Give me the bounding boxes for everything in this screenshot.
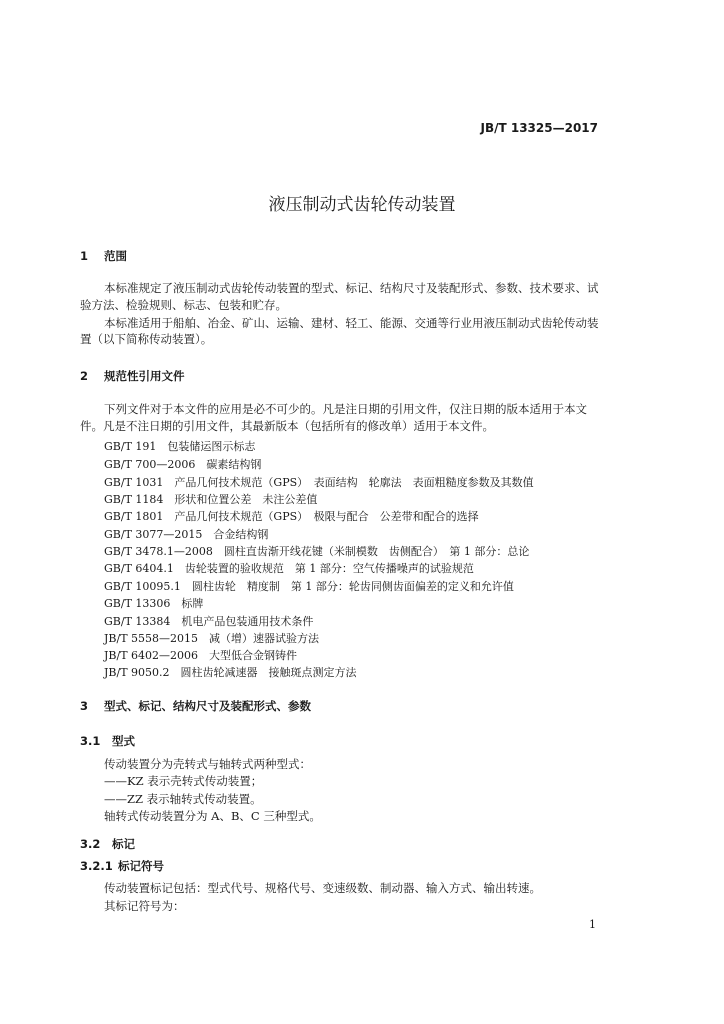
reference-item: GB/T 700—2006 碳素结构钢 [104,458,262,471]
section-2-heading [80,368,185,384]
paragraph-line: 下列文件对于本文件的应用是必不可少的。凡是注日期的引用文件，仅注日期的版本适用于本文 [104,402,587,416]
section-title: 范围 [104,249,127,263]
subsection-title: 标记符号 [118,859,164,873]
reference-item: GB/T 3077—2015 合金结构钢 [104,528,269,541]
paragraph-line: 轴转式传动装置分为 A、B、C 三种型式。 [104,809,321,823]
paragraph-line: 本标准规定了液压制动式齿轮传动装置的型式、标记、结构尺寸及装配形式、参数、技术要求、试 [104,281,599,295]
subsection-number: 3.2.1 [80,859,113,873]
reference-item: JB/T 5558—2015 减（增）速器试验方法 [104,632,320,645]
reference-item: GB/T 13306 标牌 [104,597,204,610]
subsection-number: 3.2 [80,837,101,851]
paragraph-line: 验方法、检验规则、标志、包装和贮存。 [80,298,287,312]
reference-item: GB/T 1184 形状和位置公差 未注公差值 [104,493,318,506]
paragraph-line: 件。凡是不注日期的引用文件，其最新版本（包括所有的修改单）适用于本文件。 [80,419,494,433]
reference-item: JB/T 9050.2 圆柱齿轮减速器 接触斑点测定方法 [104,666,357,679]
subsection-3-2-1-heading [80,858,164,874]
reference-item: GB/T 1801 产品几何技术规范（GPS） 极限与配合 公差带和配合的选择 [104,510,479,523]
subsection-title: 型式 [112,734,135,748]
section-1-heading [80,248,127,264]
document-title: 液压制动式齿轮传动装置 [268,195,456,215]
subsection-number: 3.1 [80,734,101,748]
reference-item: GB/T 6404.1 齿轮装置的验收规范 第 1 部分：空气传播噪声的试验规范 [104,562,474,575]
section-number: 2 [80,369,89,383]
reference-item: JB/T 6402—2006 大型低合金钢铸件 [104,649,298,662]
section-number: 3 [80,699,89,713]
page-number: 1 [589,918,596,931]
paragraph-line: 本标准适用于船舶、冶金、矿山、运输、建材、轻工、能源、交通等行业用液压制动式齿轮传动装 [104,316,599,330]
reference-item: GB/T 191 包装储运图示标志 [104,440,256,453]
reference-item: GB/T 13384 机电产品包装通用技术条件 [104,615,314,628]
list-item: ——KZ 表示壳转式传动装置； [104,774,263,788]
reference-item: GB/T 3478.1—2008 圆柱直齿渐开线花键（米制模数 齿侧配合） 第 1 部分：总论 [104,545,530,558]
section-3-heading [80,698,311,714]
subsection-3-1-heading [80,733,135,749]
paragraph-line: 其标记符号为： [104,899,185,913]
subsection-3-2-heading [80,836,135,852]
subsection-title: 标记 [112,837,135,851]
section-title: 型式、标记、结构尺寸及装配形式、参数 [104,699,311,713]
reference-item: GB/T 10095.1 圆柱齿轮 精度制 第 1 部分：轮齿同侧齿面偏差的定义和允许值 [104,580,514,593]
paragraph-line: 置（以下简称传动装置）。 [80,332,213,346]
paragraph-line: 传动装置分为壳转式与轴转式两种型式： [104,757,311,771]
section-title: 规范性引用文件 [104,369,185,383]
paragraph-line: 传动装置标记包括：型式代号、规格代号、变速级数、制动器、输入方式、输出转速。 [104,881,541,895]
list-item: ——ZZ 表示轴转式传动装置。 [104,792,262,806]
section-number: 1 [80,249,89,263]
document-number: JB/T 13325—2017 [480,121,598,135]
reference-item: GB/T 1031 产品几何技术规范（GPS） 表面结构 轮廓法 表面粗糙度参数及其数值 [104,476,534,489]
